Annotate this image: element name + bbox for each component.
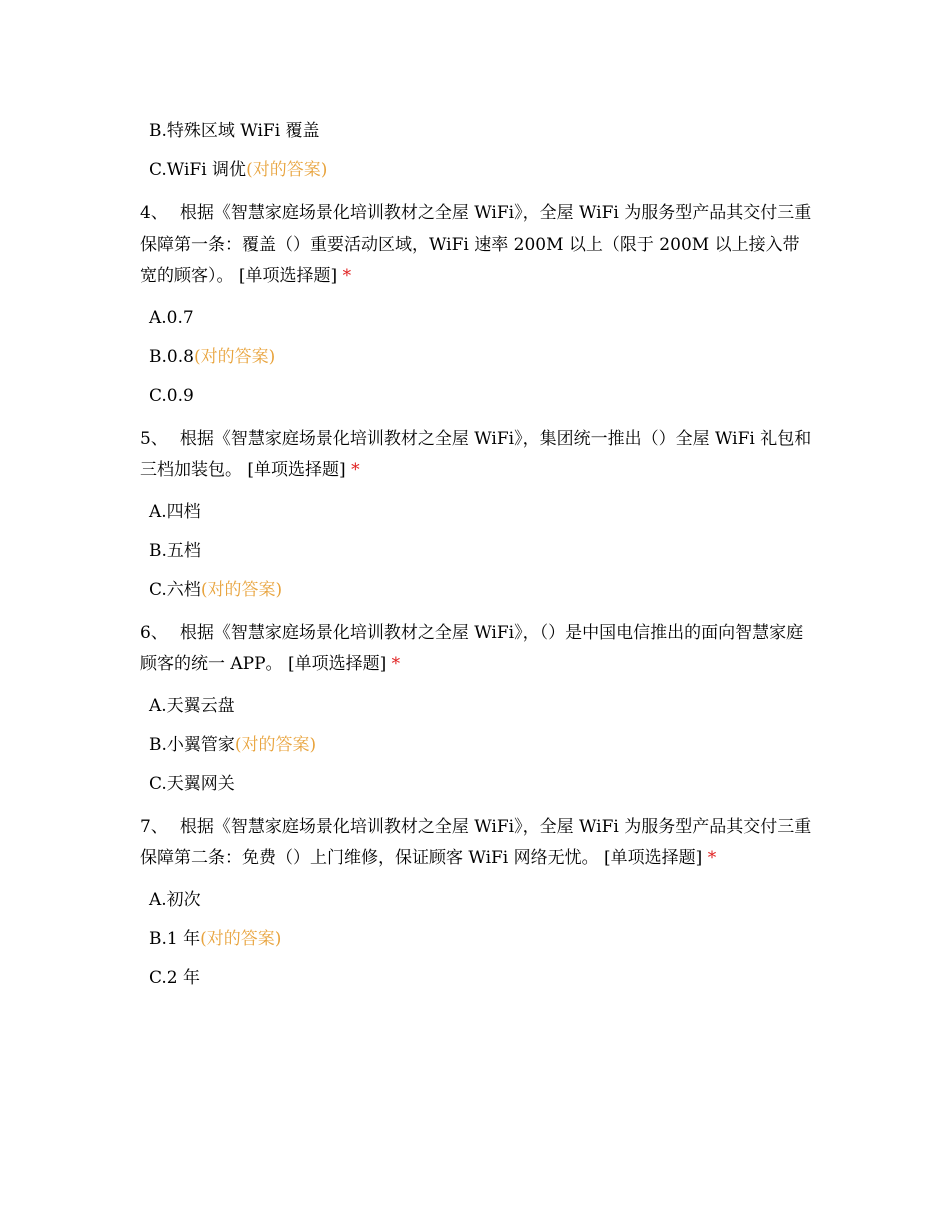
correct-answer-mark: (对的答案) [193,346,276,367]
option-q7-c [149,967,812,989]
option-text: A.0.7 [149,307,194,328]
option-q5-c [149,579,812,601]
correct-answer-mark: (对的答案) [234,734,317,755]
question-number: 4、 [140,203,168,223]
correct-answer-mark: (对的答案) [246,160,328,180]
option-text: A.天翼云盘 [149,695,235,716]
option-q3-b [149,120,812,142]
option-text: B.五档 [149,540,201,561]
question-text: 根据《智慧家庭场景化培训教材之全屋 WiFi》，全屋 WiFi 为服务型产品其交付三重保障第二条：免费（）上门维修，保证顾客 WiFi 网络无忧。 [单项选择题] [140,816,812,868]
question-number: 7、 [140,816,168,837]
question-5 [140,424,812,487]
option-q4-b [149,346,812,368]
question-4 [140,198,812,293]
question-text: 根据《智慧家庭场景化培训教材之全屋 WiFi》，集团统一推出（）全屋 WiFi 礼包和三档加装包。 [单项选择题] [140,428,812,480]
option-text: C.WiFi 调优 [149,160,247,180]
question-7 [140,812,812,875]
correct-answer-mark: (对的答案) [200,579,283,600]
option-q7-a [149,889,812,911]
option-text: A.初次 [149,889,201,910]
option-text: B.0.8 [149,346,194,367]
option-text: C.0.9 [149,385,194,406]
option-q5-b [149,540,812,562]
option-text: B.特殊区域 WiFi 覆盖 [149,121,320,141]
required-mark: * [707,848,717,868]
option-q6-a [149,695,812,717]
option-text: C.六档 [149,579,201,600]
question-number: 6、 [140,622,168,643]
option-text: C.2 年 [149,967,201,988]
question-6 [140,618,812,681]
option-q4-a [149,307,812,329]
option-q6-b [149,734,812,756]
option-q5-a [149,501,812,523]
survey-content [140,120,812,1006]
option-q7-b [149,928,812,950]
question-text: 根据《智慧家庭场景化培训教材之全屋 WiFi》，全屋 WiFi 为服务型产品其交付三重保障第一条：覆盖（）重要活动区域，WiFi 速率 200M 以上（限于 200M 以上接入带宽的顾客）。 [单项选择题] [140,203,812,286]
required-mark: * [342,266,352,286]
correct-answer-mark: (对的答案) [200,928,282,949]
option-text: C.天翼网关 [149,773,235,794]
option-text: B.小翼管家 [149,734,235,755]
required-mark: * [351,460,360,480]
option-q6-c [149,773,812,795]
question-text: 根据《智慧家庭场景化培训教材之全屋 WiFi》，（）是中国电信推出的面向智慧家庭顾客的统一 APP。 [单项选择题] [140,622,804,674]
option-q3-c [149,159,812,181]
option-text: A.四档 [149,501,201,522]
question-number: 5、 [140,428,168,449]
required-mark: * [391,654,401,674]
option-q4-c [149,385,812,407]
option-text: B.1 年 [149,928,201,949]
